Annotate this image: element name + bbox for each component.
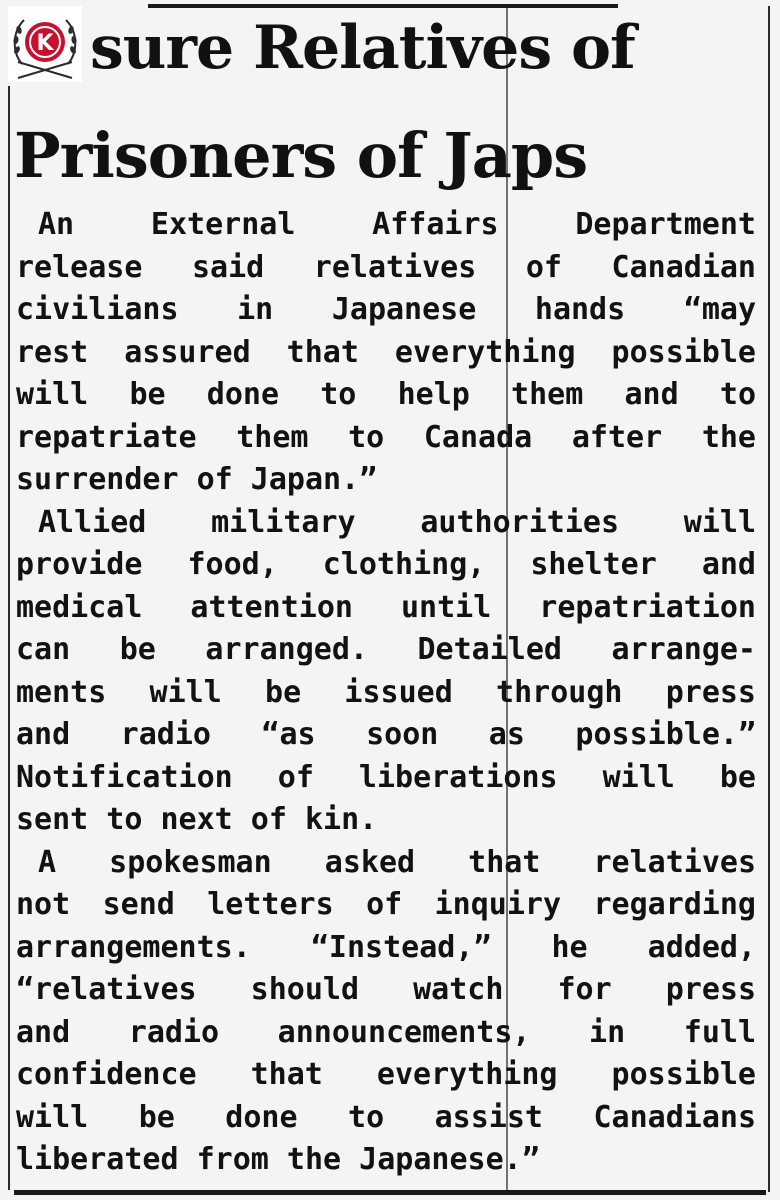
bottom-rule: [14, 1190, 766, 1195]
article-line: medical attention until repatriation: [16, 589, 756, 625]
right-column-rule: [768, 6, 770, 1192]
article-line: surrender of Japan.”: [16, 462, 378, 497]
article-line: confidence that everything possible: [16, 1057, 756, 1092]
laurel-wreath-badge-icon: [8, 6, 82, 82]
article-line: civilians in Japanese hands “may: [16, 292, 756, 327]
article-body: [16, 204, 756, 1182]
headline-line-2: Prisoners of Japs: [14, 119, 588, 192]
article-line: and radio “as soon as possible.”: [16, 717, 756, 752]
article-line: rest assured that everything possible: [16, 334, 756, 370]
article-line: “relatives should watch for press: [16, 972, 756, 1007]
article-line: repatriate them to Canada after the: [16, 419, 756, 455]
article-line: Allied military authorities will: [38, 504, 756, 540]
article-line: provide food, clothing, shelter and: [16, 547, 756, 582]
article-line: will be done to help them and to: [16, 377, 756, 412]
article-line: release said relatives of Canadian: [16, 249, 756, 285]
article-line: ments will be issued through press: [16, 674, 756, 710]
article-line: not send letters of inquiry regarding: [16, 887, 756, 922]
article-line: Notification of liberations will be: [16, 759, 756, 795]
article-line: liberated from the Japanese.”: [16, 1142, 540, 1177]
article-paragraph: [16, 842, 756, 1182]
article-line: will be done to assist Canadians: [16, 1099, 756, 1135]
article-line: arrangements. “Instead,” he added,: [16, 929, 756, 965]
article-paragraph: [16, 204, 756, 502]
badge-letter: K: [36, 31, 54, 56]
article-line: An External Affairs Department: [38, 207, 756, 242]
left-column-rule: [8, 86, 10, 1190]
headline-line-1: sure Relatives of: [90, 13, 635, 83]
article-line: and radio announcements, in full: [16, 1014, 756, 1050]
article-line: sent to next of kin.: [16, 802, 378, 837]
article-line: A spokesman asked that relatives: [38, 844, 756, 880]
article-line: can be arranged. Detailed arrange-: [16, 632, 756, 667]
article-paragraph: [16, 502, 756, 842]
